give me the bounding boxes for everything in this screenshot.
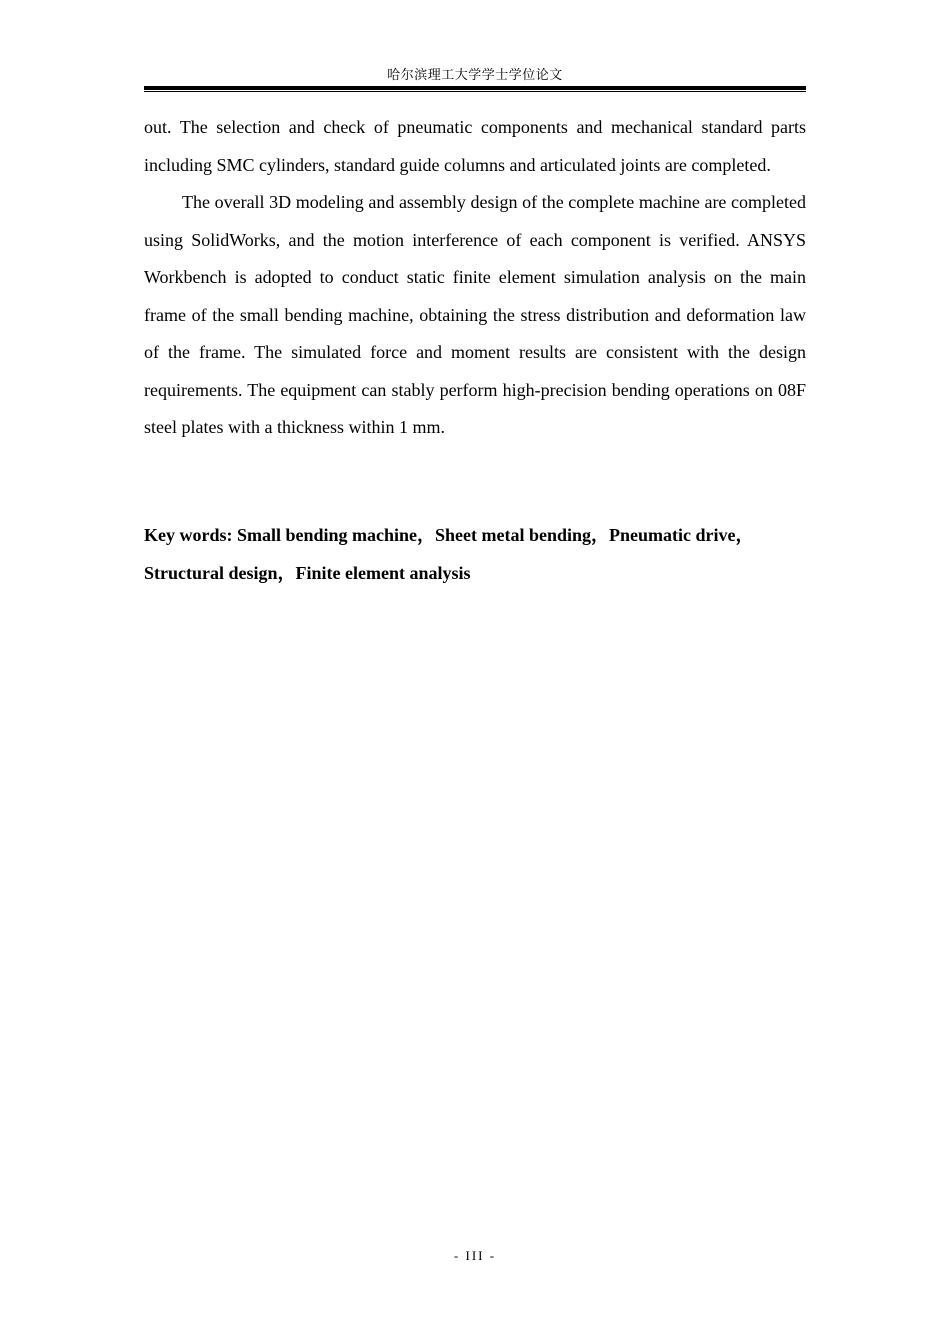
abstract-body (144, 109, 806, 447)
page-number: - III - (453, 1248, 497, 1263)
running-header: 哈尔滨理工大学学士学位论文 (387, 68, 563, 83)
header-rule-thin (144, 91, 806, 92)
header-rule-thick (144, 86, 806, 90)
abstract-paragraph: The overall 3D modeling and assembly design of the complete machine are completed using SolidWorks, and the motion interference of each component is verified. ANSYS Workbench is adopted to conduct static finite element simulation analysis on the main frame of the small bending machine, obtaining the stress distribution and deformation law of the frame. The simulated force and moment results are consistent with the design requirements. The equipment can stably perform high-precision bending operations on 08F steel plates with a thickness within 1 mm. (144, 192, 806, 437)
keywords-line: Key words: Small bending machine，Sheet metal bending，Pneumatic drive，Structural design，Finite element analysis (144, 525, 754, 583)
abstract-paragraph-continued: out. The selection and check of pneumatic components and mechanical standard parts including SMC cylinders, standard guide columns and articulated joints are completed. (144, 117, 806, 175)
